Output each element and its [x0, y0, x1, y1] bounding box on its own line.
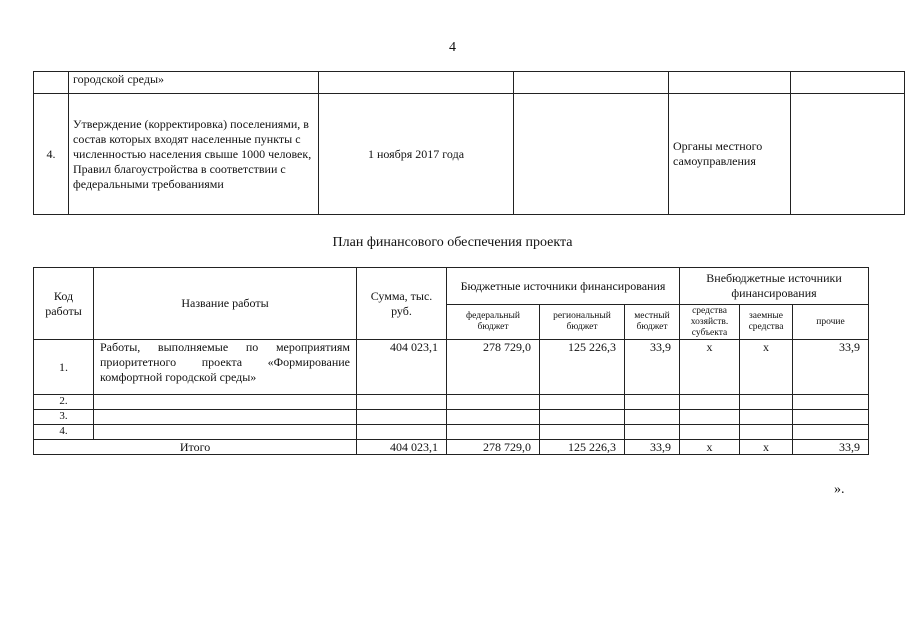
code-cell: 4.	[34, 425, 94, 440]
header-local: местный бюджет	[625, 305, 680, 340]
responsible-cell: Органы местного самоуправления	[669, 94, 791, 215]
header-other: прочие	[793, 305, 869, 340]
total-other: 33,9	[793, 440, 869, 455]
header-entity: средства хозяйств. субъекта	[680, 305, 740, 340]
empty-cell	[514, 72, 669, 94]
table-row	[34, 395, 869, 410]
total-loan: х	[740, 440, 793, 455]
table-row	[34, 340, 869, 395]
sum-cell	[357, 395, 447, 410]
description-cell: Утверждение (корректировка) поселениями, в состав которых входят населенные пункты с численностью населения свыше 1000 человек, Правил благоустройства в соответствии с федеральными требованиями	[69, 94, 319, 215]
measures-table	[33, 71, 905, 215]
row-number-cell	[34, 72, 69, 94]
regional-cell: 125 226,3	[540, 340, 625, 395]
federal-cell	[447, 395, 540, 410]
empty-cell	[514, 94, 669, 215]
header-sum: Сумма, тыс. руб.	[357, 268, 447, 340]
entity-cell	[680, 395, 740, 410]
page-number: 4	[449, 40, 456, 55]
empty-cell	[791, 72, 905, 94]
total-federal: 278 729,0	[447, 440, 540, 455]
description-cell: городской среды»	[69, 72, 319, 94]
responsible-cell	[669, 72, 791, 94]
work-name-cell	[94, 395, 357, 410]
entity-cell	[680, 410, 740, 425]
other-cell	[793, 425, 869, 440]
local-cell	[625, 425, 680, 440]
total-regional: 125 226,3	[540, 440, 625, 455]
entity-cell: х	[680, 340, 740, 395]
total-label: Итого	[34, 440, 357, 455]
table-row	[34, 425, 869, 440]
federal-cell: 278 729,0	[447, 340, 540, 395]
header-federal: федеральный бюджет	[447, 305, 540, 340]
other-cell	[793, 395, 869, 410]
other-cell	[793, 410, 869, 425]
row-number-cell: 4.	[34, 94, 69, 215]
sum-cell	[357, 425, 447, 440]
finance-table	[33, 267, 869, 455]
work-name-cell	[94, 425, 357, 440]
other-cell: 33,9	[793, 340, 869, 395]
date-cell	[319, 72, 514, 94]
header-row	[34, 268, 869, 305]
loan-cell	[740, 425, 793, 440]
code-cell: 2.	[34, 395, 94, 410]
local-cell	[625, 395, 680, 410]
work-name-cell: Работы, выполняемые по мероприятиям приоритетного проекта «Формирование комфортной городской среды»	[94, 340, 357, 395]
total-sum: 404 023,1	[357, 440, 447, 455]
loan-cell	[740, 410, 793, 425]
total-entity: х	[680, 440, 740, 455]
total-row	[34, 440, 869, 455]
regional-cell	[540, 395, 625, 410]
table-row	[34, 94, 905, 215]
empty-cell	[791, 94, 905, 215]
sum-cell: 404 023,1	[357, 340, 447, 395]
header-code: Код работы	[34, 268, 94, 340]
header-budget-group: Бюджетные источники финансирования	[447, 268, 680, 305]
federal-cell	[447, 425, 540, 440]
header-regional: региональный бюджет	[540, 305, 625, 340]
plan-title: План финансового обеспечения проекта	[332, 235, 573, 250]
local-cell: 33,9	[625, 340, 680, 395]
date-cell: 1 ноября 2017 года	[319, 94, 514, 215]
table-row	[34, 72, 905, 94]
header-extrabudget-group: Внебюджетные источники финансирования	[680, 268, 869, 305]
loan-cell: х	[740, 340, 793, 395]
regional-cell	[540, 425, 625, 440]
header-loan: заемные средства	[740, 305, 793, 340]
sum-cell	[357, 410, 447, 425]
loan-cell	[740, 395, 793, 410]
total-local: 33,9	[625, 440, 680, 455]
work-name-cell	[94, 410, 357, 425]
code-cell: 1.	[34, 340, 94, 395]
federal-cell	[447, 410, 540, 425]
regional-cell	[540, 410, 625, 425]
code-cell: 3.	[34, 410, 94, 425]
local-cell	[625, 410, 680, 425]
closing-quote-mark: ».	[834, 482, 845, 497]
table-row	[34, 410, 869, 425]
header-name: Название работы	[94, 268, 357, 340]
entity-cell	[680, 425, 740, 440]
